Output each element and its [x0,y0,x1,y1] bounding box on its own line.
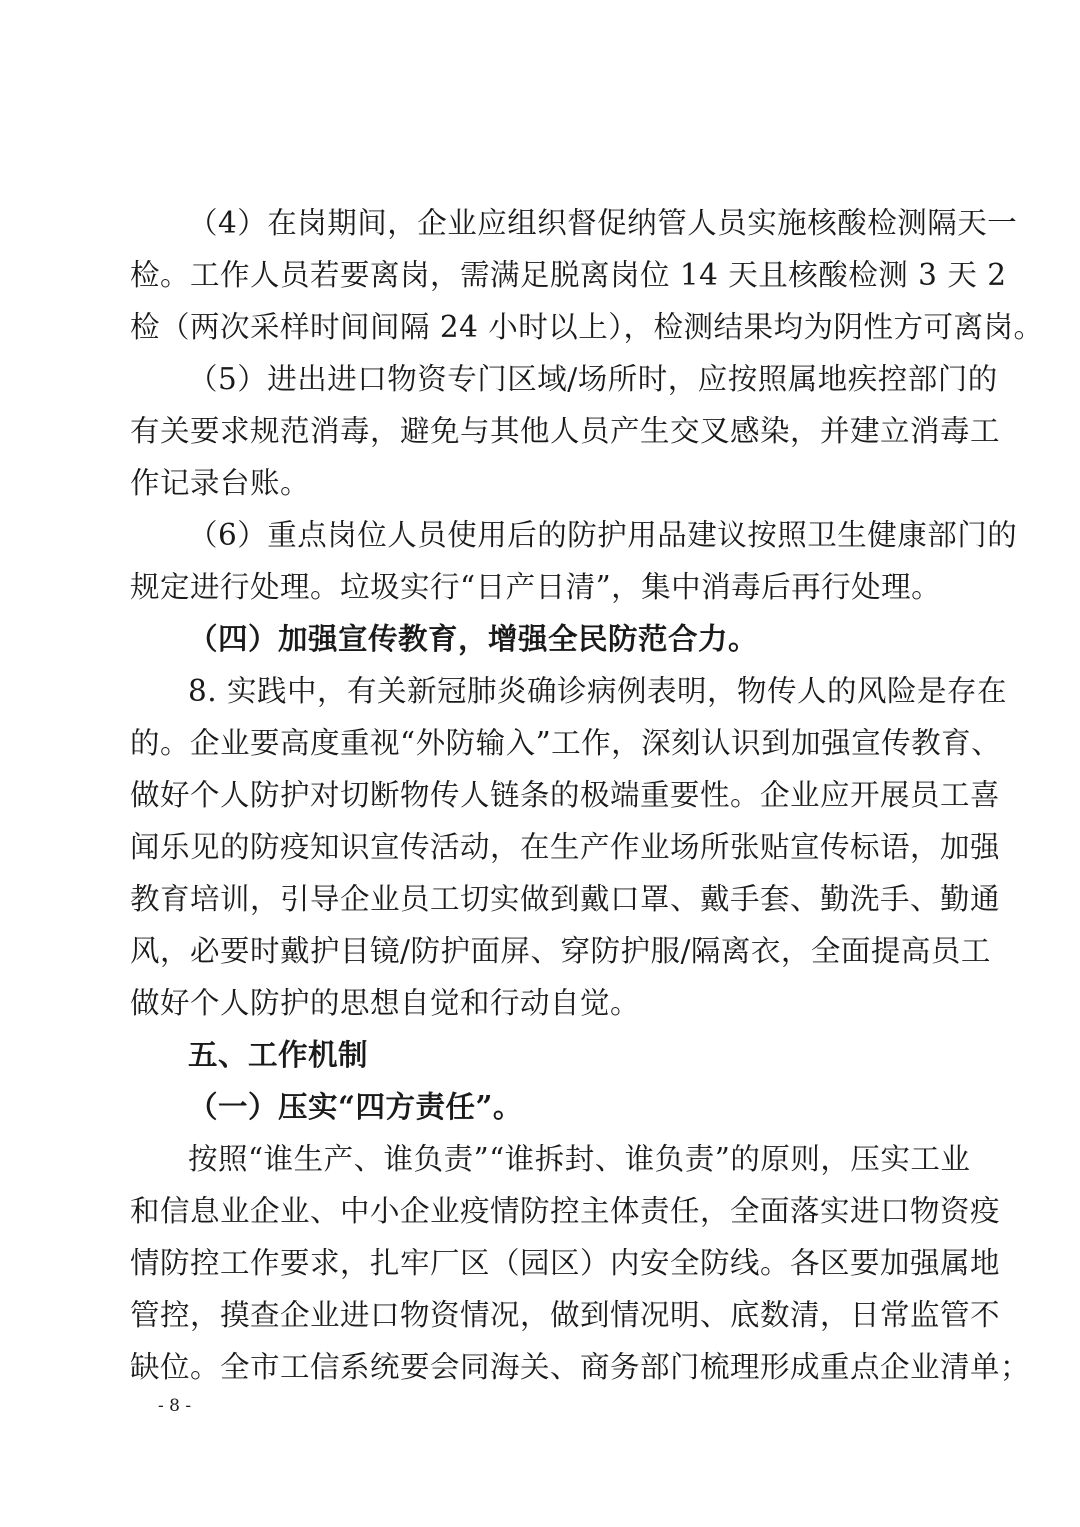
paragraph-line: 规定进行处理。垃圾实行“日产日清”，集中消毒后再行处理。 [130,570,942,604]
paragraph-line: 检。工作人员若要离岗，需满足脱离岗位 14 天且核酸检测 3 天 2 [130,258,1007,292]
paragraph-line: 情防控工作要求，扎牢厂区（园区）内安全防线。各区要加强属地 [130,1246,1001,1280]
paragraph-line: 按照“谁生产、谁负责”“谁拆封、谁负责”的原则，压实工业 [188,1142,971,1176]
paragraph-line: 管控，摸查企业进口物资情况，做到情况明、底数清，日常监管不 [130,1298,1001,1332]
paragraph-line: （6）重点岗位人员使用后的防护用品建议按照卫生健康部门的 [188,518,1018,552]
section-heading: （四）加强宣传教育，增强全民防范合力。 [188,621,759,656]
paragraph-line: 检（两次采样时间间隔 24 小时以上），检测结果均为阴性方可离岗。 [130,310,1044,344]
paragraph-line: 8. 实践中，有关新冠肺炎确诊病例表明，物传人的风险是存在 [188,674,1008,708]
paragraph-line: 的。企业要高度重视“外防输入”工作，深刻认识到加强宣传教育、 [130,726,1002,760]
paragraph-line: 做好个人防护对切断物传人链条的极端重要性。企业应开展员工喜 [130,778,1001,812]
section-heading: （一）压实“四方责任”。 [188,1089,523,1124]
paragraph-line: 缺位。全市工信系统要会同海关、商务部门梳理形成重点企业清单； [130,1350,1031,1384]
paragraph-line: 风，必要时戴护目镜/防护面屏、穿防护服/隔离衣，全面提高员工 [130,934,991,968]
paragraph-line: 教育培训，引导企业员工切实做到戴口罩、戴手套、勤洗手、勤通 [130,882,1001,916]
paragraph-line: 作记录台账。 [130,466,311,500]
paragraph-line: （4）在岗期间，企业应组织督促纳管人员实施核酸检测隔天一 [188,206,1018,240]
paragraph-line: 和信息业企业、中小企业疫情防控主体责任，全面落实进口物资疫 [130,1194,1001,1228]
paragraph-line: （5）进出进口物资专门区域/场所时，应按照属地疾控部门的 [188,362,998,396]
section-heading: 五、工作机制 [188,1037,369,1072]
document-body [130,197,1044,1393]
paragraph-line: 有关要求规范消毒，避免与其他人员产生交叉感染，并建立消毒工 [130,414,1001,448]
paragraph-line: 闻乐见的防疫知识宣传活动，在生产作业场所张贴宣传标语，加强 [130,830,1001,864]
paragraph-line: 做好个人防护的思想自觉和行动自觉。 [130,986,641,1020]
page-number: - 8 - [158,1396,192,1416]
